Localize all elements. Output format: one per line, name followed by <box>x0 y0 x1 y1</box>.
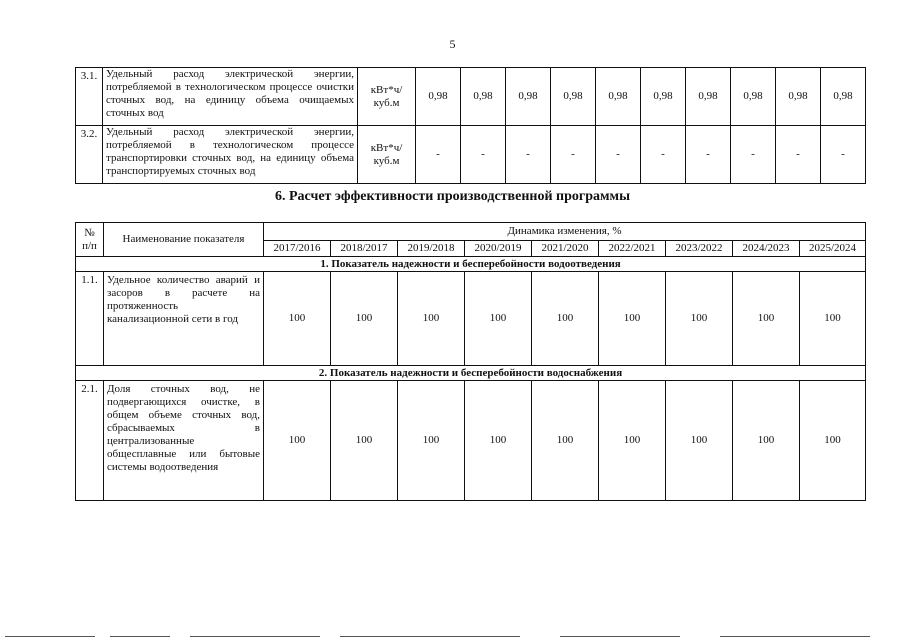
value-cell: 0,98 <box>686 68 731 126</box>
unit-cell: кВт*ч/куб.м <box>358 126 416 184</box>
section-title: 6. Расчет эффективности производственной программы <box>274 189 631 204</box>
value-cell: 100 <box>331 272 398 366</box>
indicator-name: Удельный расход электрической энергии, потребляемой в технологическом процессе транспортировки сточных вод, на единицу объема транспортируемых сточных вод <box>103 126 358 184</box>
value-cell: 0,98 <box>551 68 596 126</box>
col-dynamics-header: Динамика изменения, % <box>264 223 866 241</box>
year-header: 2023/2022 <box>666 241 733 257</box>
value-cell: 100 <box>800 272 866 366</box>
value-cell: 100 <box>465 381 532 501</box>
year-header: 2018/2017 <box>331 241 398 257</box>
table-row <box>76 126 866 184</box>
value-cell: 100 <box>465 272 532 366</box>
section-heading: 2. Показатель надежности и бесперебойности водоснабжения <box>76 366 866 381</box>
section-heading: 1. Показатель надежности и бесперебойности водоотведения <box>76 257 866 272</box>
scan-artifact-line <box>110 636 170 637</box>
value-cell: - <box>416 126 461 184</box>
section-row <box>76 366 866 381</box>
value-cell: - <box>641 126 686 184</box>
row-number: 1.1. <box>76 272 104 366</box>
value-cell: - <box>551 126 596 184</box>
value-cell: - <box>821 126 866 184</box>
scan-artifact-line <box>190 636 320 637</box>
value-cell: 100 <box>599 381 666 501</box>
page-number: 5 <box>449 37 456 51</box>
value-cell: 100 <box>398 381 465 501</box>
year-header: 2021/2020 <box>532 241 599 257</box>
scan-artifact-line <box>720 636 870 637</box>
efficiency-table <box>75 222 866 501</box>
indicators-table-continued <box>75 67 866 184</box>
indicator-name: Удельное количество аварий и засоров в расчете на протяженность канализационной сети в год <box>104 272 264 366</box>
indicator-name: Удельный расход электрической энергии, потребляемой в технологическом процессе очистки сточных вод, на единицу объема очищаемых сточных вод <box>103 68 358 126</box>
year-header: 2022/2021 <box>599 241 666 257</box>
value-cell: 100 <box>331 381 398 501</box>
value-cell: 100 <box>398 272 465 366</box>
year-header: 2024/2023 <box>733 241 800 257</box>
year-header: 2020/2019 <box>465 241 532 257</box>
row-number: 3.2. <box>76 126 103 184</box>
value-cell: 0,98 <box>416 68 461 126</box>
col-number-header: № п/п <box>76 223 104 257</box>
table-row <box>76 68 866 126</box>
value-cell: 100 <box>264 272 331 366</box>
col-name-header: Наименование показателя <box>104 223 264 257</box>
value-cell: 100 <box>599 272 666 366</box>
unit-cell: кВт*ч/куб.м <box>358 68 416 126</box>
year-header: 2017/2016 <box>264 241 331 257</box>
value-cell: 100 <box>666 381 733 501</box>
row-number: 2.1. <box>76 381 104 501</box>
scan-artifact-line <box>340 636 520 637</box>
header-row <box>76 223 866 241</box>
value-cell: - <box>776 126 821 184</box>
value-cell: 100 <box>532 381 599 501</box>
year-header: 2025/2024 <box>800 241 866 257</box>
value-cell: 0,98 <box>641 68 686 126</box>
value-cell: 100 <box>733 272 800 366</box>
value-cell: 0,98 <box>596 68 641 126</box>
value-cell: 0,98 <box>776 68 821 126</box>
value-cell: 100 <box>264 381 331 501</box>
section-row <box>76 257 866 272</box>
row-number: 3.1. <box>76 68 103 126</box>
table-row <box>76 272 866 366</box>
scan-artifact-line <box>560 636 680 637</box>
value-cell: - <box>731 126 776 184</box>
value-cell: 100 <box>800 381 866 501</box>
value-cell: 100 <box>666 272 733 366</box>
value-cell: 100 <box>733 381 800 501</box>
indicator-name: Доля сточных вод, не подвергающихся очистке, в общем объеме сточных вод, сбрасываемых в централизованные общесплавные или бытовые системы водоотведения <box>104 381 264 501</box>
value-cell: 100 <box>532 272 599 366</box>
value-cell: - <box>686 126 731 184</box>
value-cell: 0,98 <box>731 68 776 126</box>
value-cell: 0,98 <box>506 68 551 126</box>
year-header: 2019/2018 <box>398 241 465 257</box>
value-cell: - <box>461 126 506 184</box>
value-cell: 0,98 <box>821 68 866 126</box>
table-row <box>76 381 866 501</box>
value-cell: 0,98 <box>461 68 506 126</box>
scan-artifact-line <box>5 636 95 637</box>
value-cell: - <box>596 126 641 184</box>
value-cell: - <box>506 126 551 184</box>
